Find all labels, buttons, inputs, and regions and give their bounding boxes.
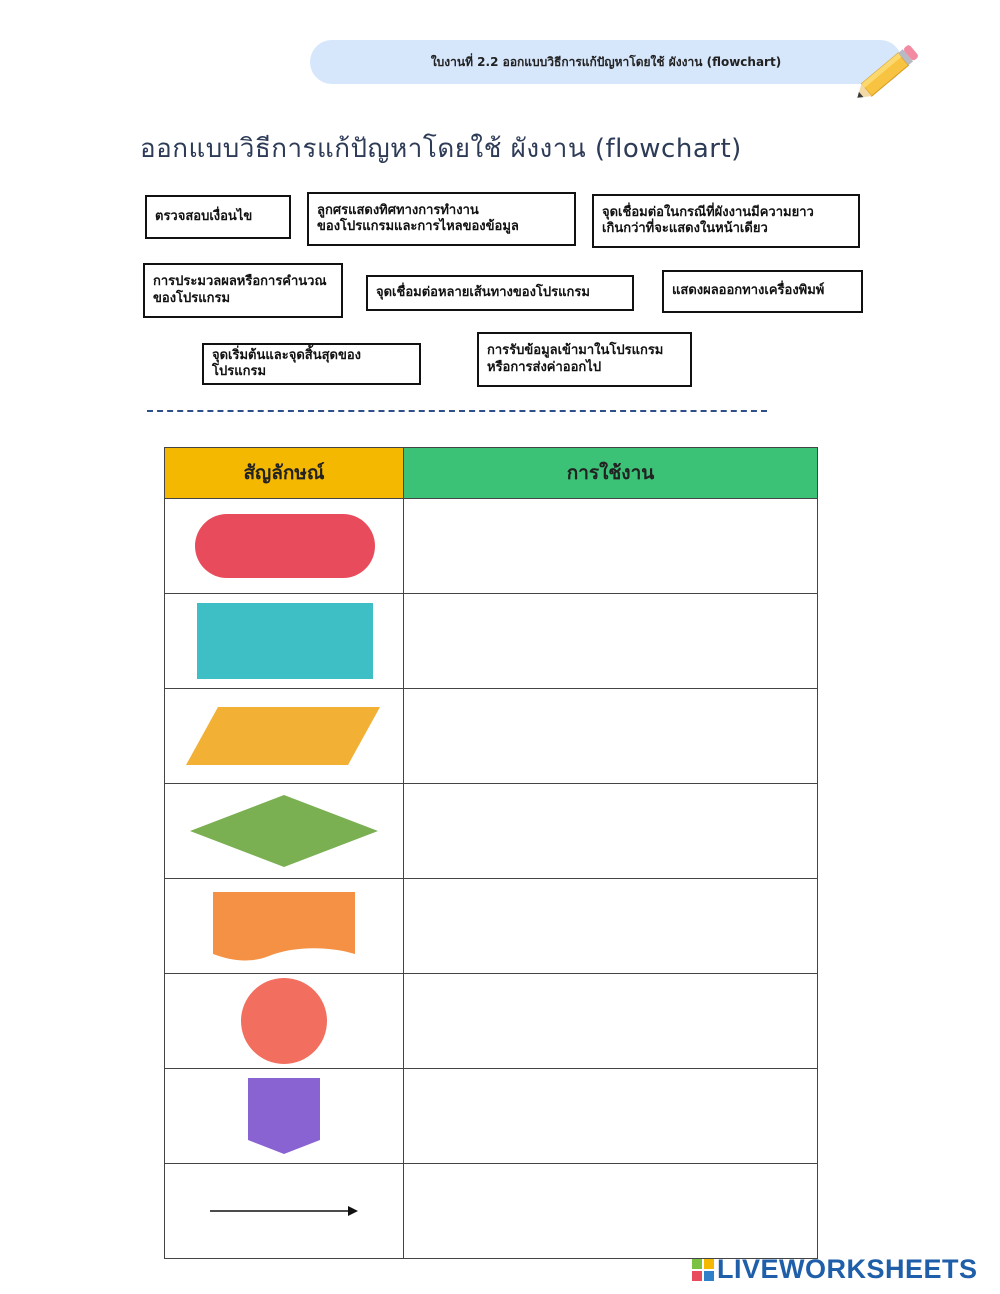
answer-drop-zone-1[interactable] bbox=[404, 499, 818, 594]
symbol-cell bbox=[165, 1164, 404, 1259]
liveworksheets-logo bbox=[692, 1254, 978, 1285]
terminator-symbol bbox=[189, 506, 379, 586]
table-row bbox=[165, 974, 818, 1069]
symbol-cell bbox=[165, 784, 404, 879]
word-card-check-condition[interactable]: ตรวจสอบเงื่อนไข bbox=[145, 195, 291, 239]
table-row bbox=[165, 689, 818, 784]
word-card-printer-output[interactable]: แสดงผลออกทางเครื่องพิมพ์ bbox=[662, 270, 863, 313]
word-card-process[interactable]: การประมวลผลหรือการคำนวณ ของโปรแกรม bbox=[143, 263, 343, 318]
answer-drop-zone-6[interactable] bbox=[404, 974, 818, 1069]
symbol-cell bbox=[165, 1069, 404, 1164]
worksheet-header bbox=[310, 40, 902, 84]
word-card-input-output[interactable]: การรับข้อมูลเข้ามาในโปรแกรม หรือการส่งค่าออกไป bbox=[477, 332, 692, 387]
decision-symbol bbox=[188, 793, 380, 869]
liveworksheets-logo-icon bbox=[692, 1259, 714, 1281]
offpage-connector-symbol bbox=[246, 1076, 322, 1156]
table-row bbox=[165, 499, 818, 594]
answer-drop-zone-7[interactable] bbox=[404, 1069, 818, 1164]
answer-drop-zone-4[interactable] bbox=[404, 784, 818, 879]
word-card-start-end[interactable]: จุดเริ่มต้นและจุดสิ้นสุดของโปรแกรม bbox=[202, 343, 421, 385]
arrow-symbol bbox=[204, 1201, 364, 1221]
pencil-icon bbox=[848, 36, 928, 108]
answer-drop-zone-2[interactable] bbox=[404, 594, 818, 689]
symbol-cell bbox=[165, 689, 404, 784]
answer-drop-zone-3[interactable] bbox=[404, 689, 818, 784]
answer-drop-zone-5[interactable] bbox=[404, 879, 818, 974]
table-row bbox=[165, 1164, 818, 1259]
connector-symbol bbox=[238, 976, 330, 1066]
flowchart-symbol-table bbox=[164, 447, 818, 1259]
answer-drop-zone-8[interactable] bbox=[404, 1164, 818, 1259]
table-row bbox=[165, 594, 818, 689]
table-row bbox=[165, 784, 818, 879]
word-card-offpage-connector[interactable]: จุดเชื่อมต่อในกรณีที่ผังงานมีความยาว เกินกว่าที่จะแสดงในหน้าเดียว bbox=[592, 194, 860, 248]
logo-text: LIVEWORKSHEETS bbox=[717, 1254, 978, 1284]
word-card-connector[interactable]: จุดเชื่อมต่อหลายเส้นทางของโปรแกรม bbox=[366, 275, 634, 311]
table-row bbox=[165, 1069, 818, 1164]
document-symbol bbox=[209, 890, 359, 962]
process-symbol bbox=[189, 601, 379, 681]
symbol-cell bbox=[165, 974, 404, 1069]
symbol-cell bbox=[165, 594, 404, 689]
header-symbol: สัญลักษณ์ bbox=[165, 448, 404, 499]
word-card-flow-arrow[interactable]: ลูกศรแสดงทิศทางการทำงาน ของโปรแกรมและการไหลของข้อมูล bbox=[307, 192, 576, 246]
input-output-symbol bbox=[184, 705, 384, 767]
table-row bbox=[165, 879, 818, 974]
page-title: ออกแบบวิธีการแก้ปัญหาโดยใช้ ผังงาน (flowchart) bbox=[140, 134, 742, 164]
worksheet-header-title: ใบงานที่ 2.2 ออกแบบวิธีการแก้ปัญหาโดยใช้ ผังงาน (flowchart) bbox=[430, 54, 782, 69]
symbol-cell bbox=[165, 499, 404, 594]
symbol-cell bbox=[165, 879, 404, 974]
dashed-separator bbox=[147, 410, 767, 412]
header-usage: การใช้งาน bbox=[404, 448, 818, 499]
